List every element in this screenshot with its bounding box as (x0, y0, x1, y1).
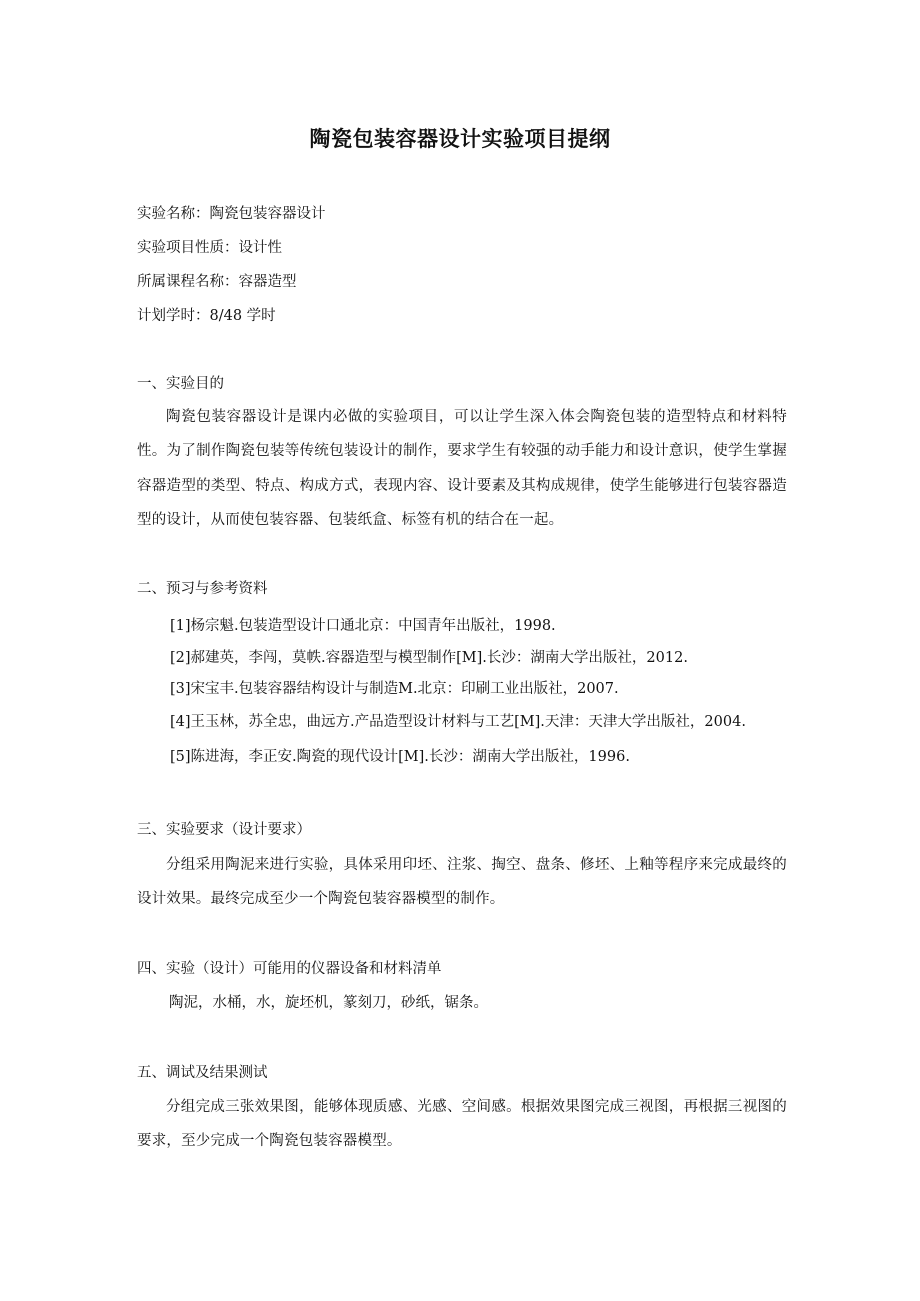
info-planned-hours: 计划学时：8/48 学时 (137, 308, 276, 324)
reference-item-4: [4]王玉林，苏全忠，曲远方.产品造型设计材料与工艺[M].天津：天津大学出版社，2004. (170, 714, 746, 730)
section-heading-purpose: 一、实验目的 (137, 376, 224, 392)
section-heading-equipment: 四、实验（设计）可能用的仪器设备和材料清单 (137, 961, 442, 977)
section-body-purpose: 陶瓷包装容器设计是课内必做的实验项目，可以让学生深入体会陶瓷包装的造型特点和材料特性。为了制作陶瓷包装等传统包装设计的制作，要求学生有较强的动手能力和设计意识，使学生掌握容器造型的类型、特点、构成方式，表现内容、设计要素及其构成规律，使学生能够进行包装容器造型的设计，从而使包装容器、包装纸盒、标签有机的结合在一起。 (137, 409, 787, 528)
info-experiment-name: 实验名称：陶瓷包装容器设计 (137, 206, 326, 222)
section-heading-requirements: 三、实验要求（设计要求） (137, 822, 311, 838)
info-experiment-nature: 实验项目性质：设计性 (137, 240, 282, 256)
section-body-requirements: 分组采用陶泥来进行实验，具体采用印坯、注浆、掏空、盘条、修坯、上釉等程序来完成最终的设计效果。最终完成至少一个陶瓷包装容器模型的制作。 (137, 857, 787, 908)
reference-item-2: [2]郝建英，李闯，莫帙.容器造型与模型制作[M].长沙：湖南大学出版社，2012. (170, 650, 688, 666)
info-course-name: 所属课程名称：容器造型 (137, 274, 297, 290)
section-body-equipment: 陶泥，水桶，水，旋坯机，篆刻刀，砂纸，锯条。 (169, 995, 488, 1011)
document-title: 陶瓷包装容器设计实验项目提纲 (309, 127, 611, 151)
reference-item-3: [3]宋宝丰.包装容器结构设计与制造M.北京：印刷工业出版社，2007. (170, 681, 619, 697)
reference-item-5: [5]陈进海，李正安.陶瓷的现代设计[M].长沙：湖南大学出版社，1996. (170, 749, 630, 765)
reference-item-1: [1]杨宗魁.包装造型设计口通北京：中国青年出版社，1998. (170, 618, 556, 634)
section-heading-testing: 五、调试及结果测试 (137, 1065, 268, 1081)
section-body-testing: 分组完成三张效果图，能够体现质感、光感、空间感。根据效果图完成三视图，再根据三视图的要求，至少完成一个陶瓷包装容器模型。 (137, 1099, 787, 1150)
section-heading-references: 二、预习与参考资料 (137, 581, 268, 597)
